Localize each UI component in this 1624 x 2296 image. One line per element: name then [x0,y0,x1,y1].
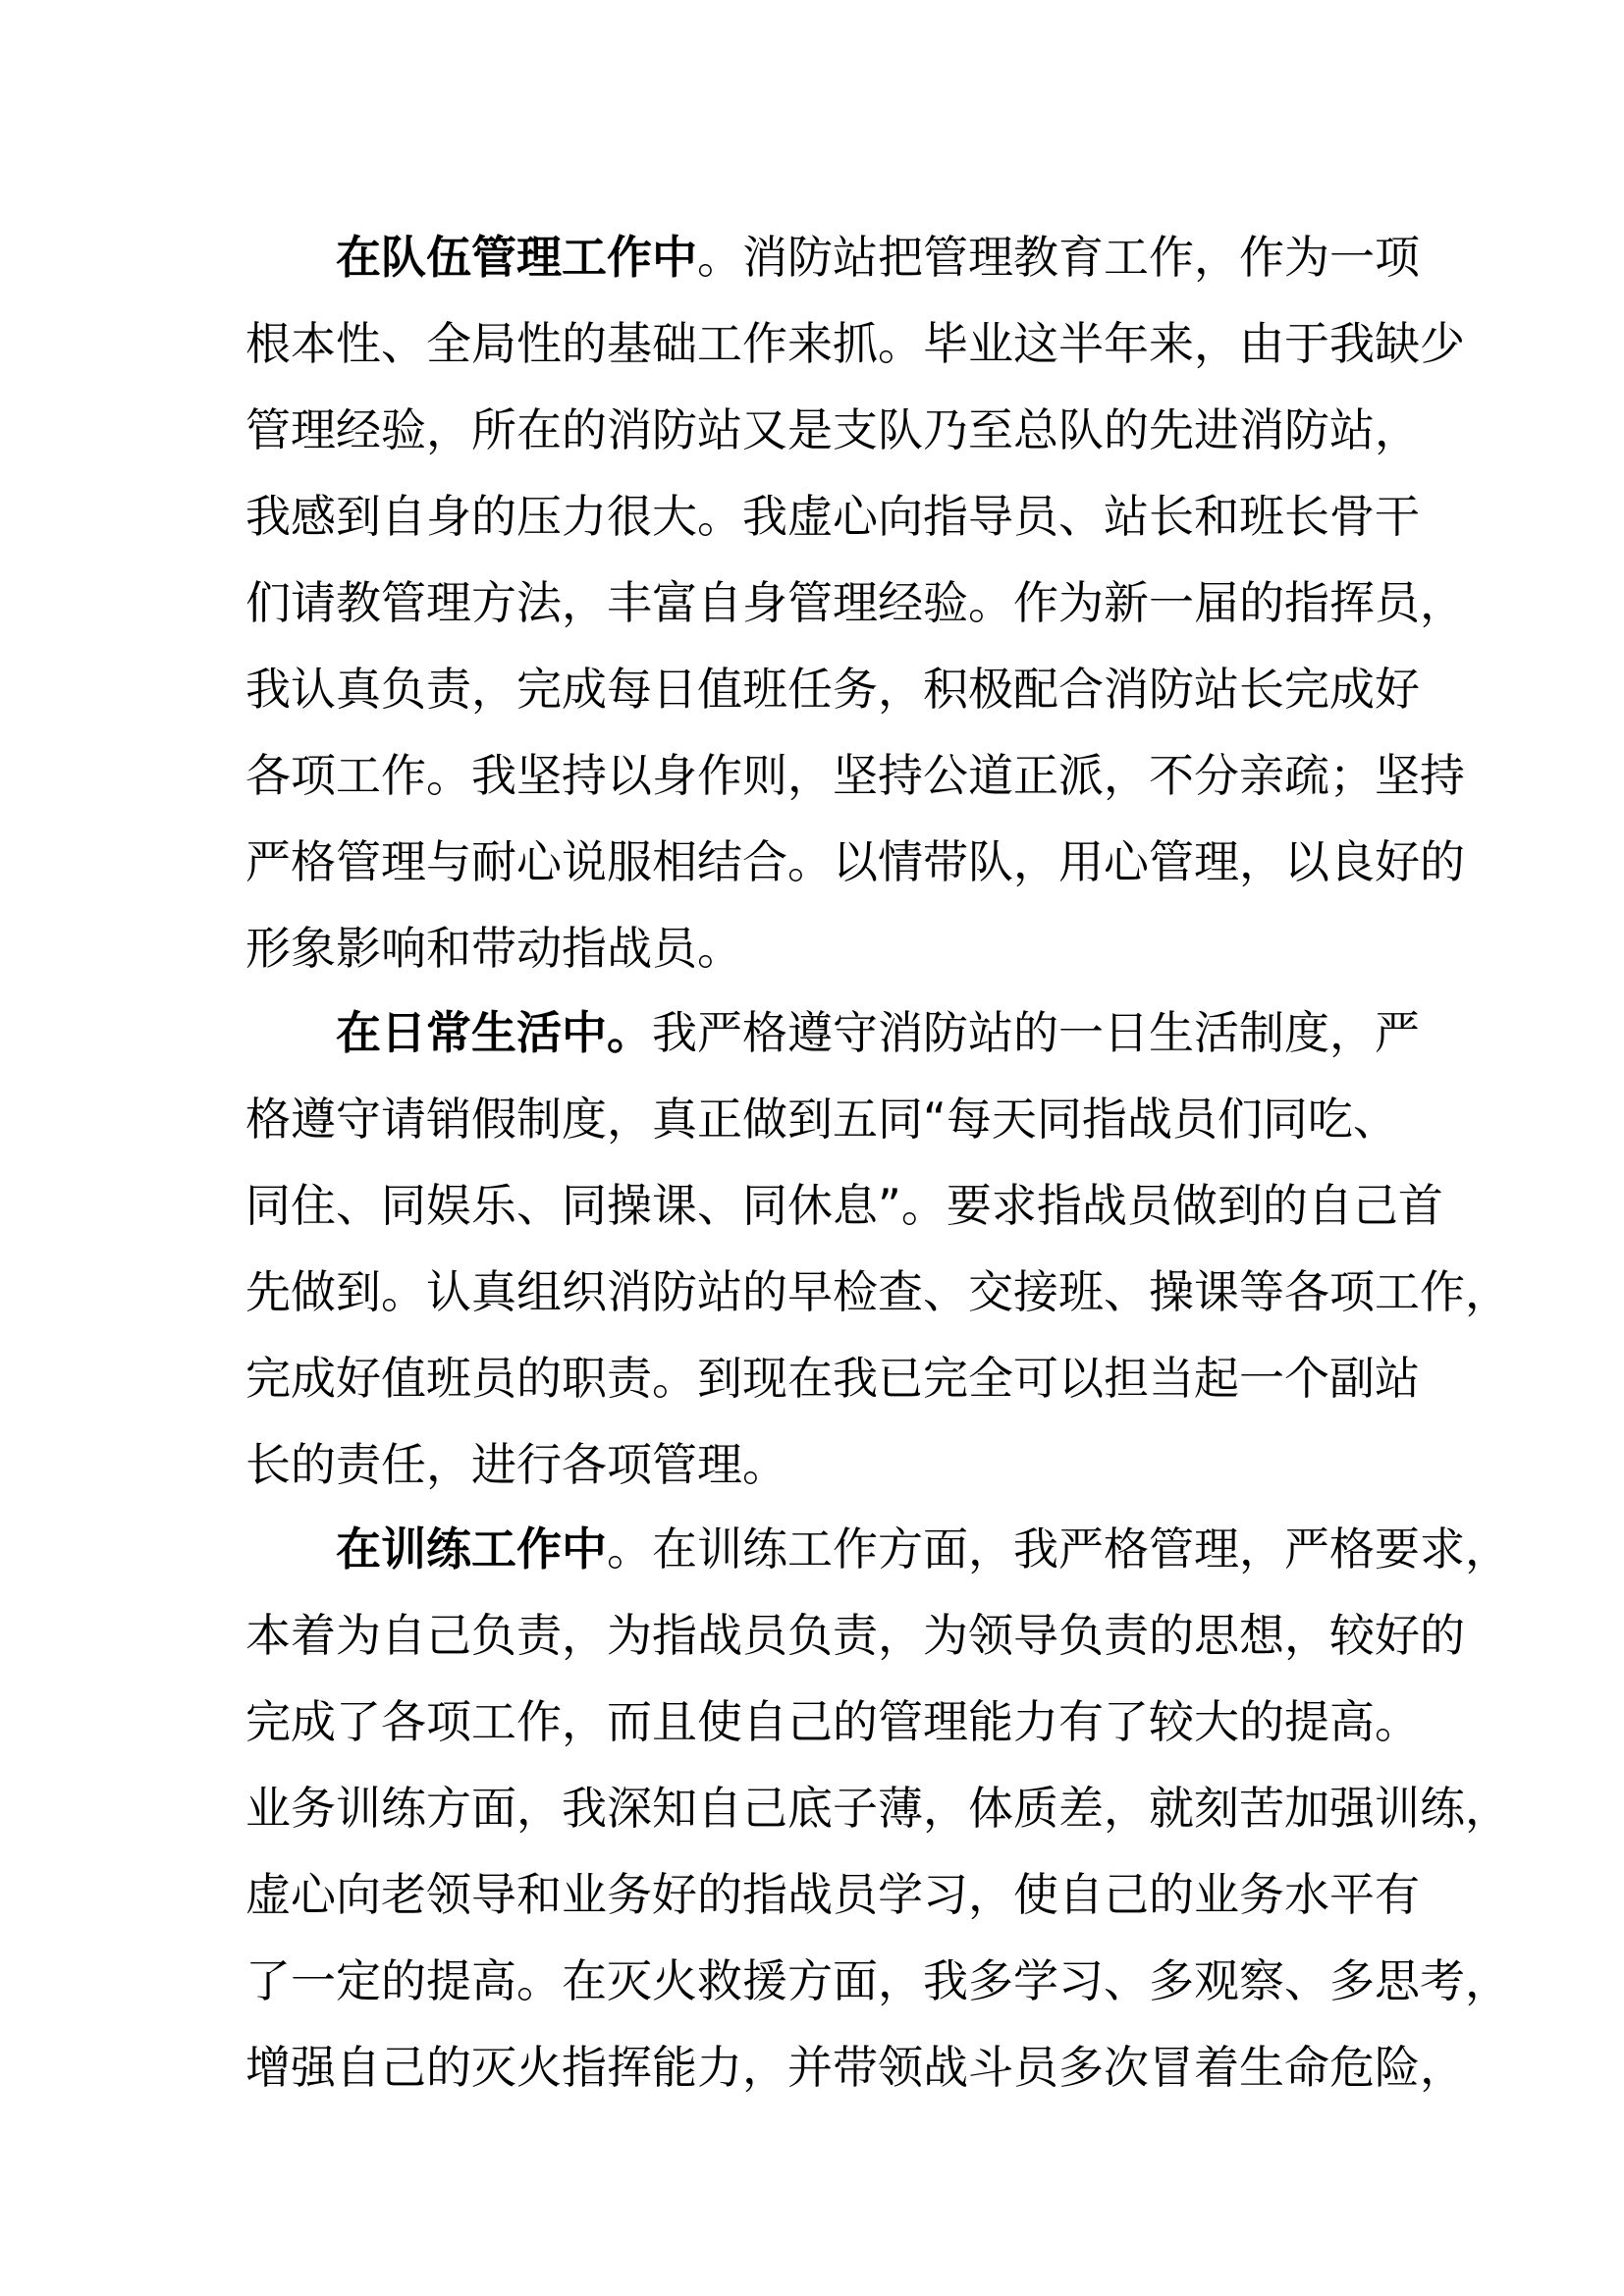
paragraph-3-line-2: 本着为自己负责，为指战员负责，为领导负责的思想，较好的 [245,1609,1465,1662]
paragraph-3-line-7: 增强自己的灭火指挥能力，并带领战斗员多次冒着生命危险， [245,2041,1465,2094]
paragraph-2-line-2: 格遵守请销假制度，真正做到五同“每天同指战员们同吃、 [245,1093,1398,1146]
paragraph-1-line-1: 在队伍管理工作中。消防站把管理教育工作，作为一项 [336,231,1420,284]
paragraph-1-line-8: 严格管理与耐心说服相结合。以情带队，用心管理，以良好的 [245,835,1465,888]
paragraph-2-heading: 在日常生活中。 [336,1006,652,1059]
paragraph-2-line-4: 先做到。认真组织消防站的早检查、交接班、操课等各项工作， [245,1265,1510,1318]
paragraph-1-line-7: 各项工作。我坚持以身作则，坚持公道正派，不分亲疏；坚持 [245,749,1465,802]
paragraph-2-line-5: 完成好值班员的职责。到现在我已完全可以担当起一个副站 [245,1352,1420,1405]
paragraph-1-line-6: 我认真负责，完成每日值班任务，积极配合消防站长完成好 [245,663,1420,716]
paragraph-3-line-6: 了一定的提高。在灭火救援方面，我多学习、多观察、多思考， [245,1954,1510,2007]
paragraph-2-line-1: 在日常生活中。我严格遵守消防站的一日生活制度，严 [336,1006,1420,1059]
paragraph-2-line-6: 长的责任，进行各项管理。 [245,1438,787,1491]
paragraph-3-heading: 在训练工作中 [336,1522,607,1575]
paragraph-3-line-5: 虚心向老领导和业务好的指战员学习，使自己的业务水平有 [245,1868,1420,1921]
paragraph-1-line-3: 管理经验，所在的消防站又是支队乃至总队的先进消防站， [245,403,1420,456]
paragraph-3-line-1: 在训练工作中。在训练工作方面，我严格管理，严格要求， [336,1522,1510,1575]
paragraph-3-line-3: 完成了各项工作，而且使自己的管理能力有了较大的提高。 [245,1695,1420,1748]
paragraph-3-line-4: 业务训练方面，我深知自己底子薄，体质差，就刻苦加强训练， [245,1782,1510,1835]
paragraph-1-heading: 在队伍管理工作中 [336,231,697,284]
paragraph-1-line-4: 我感到自身的压力很大。我虚心向指导员、站长和班长骨干 [245,490,1420,543]
paragraph-1-line-9: 形象影响和带动指战员。 [245,922,742,975]
paragraph-2-line-3: 同住、同娱乐、同操课、同休息”。要求指战员做到的自己首 [245,1179,1443,1232]
paragraph-1-line-2: 根本性、全局性的基础工作来抓。毕业这半年来，由于我缺少 [245,317,1465,370]
paragraph-1-line-5: 们请教管理方法，丰富自身管理经验。作为新一届的指挥员， [245,576,1465,629]
